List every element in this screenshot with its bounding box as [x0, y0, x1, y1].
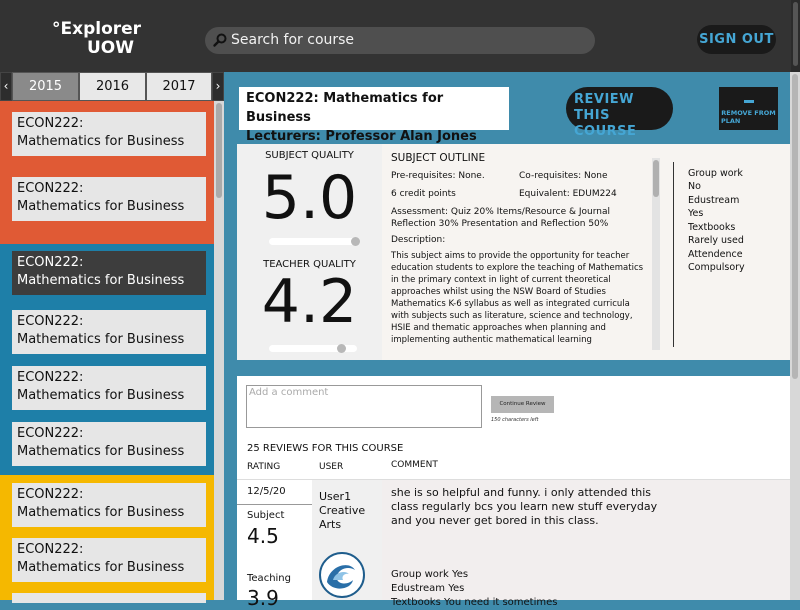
course-title: ECON222: Mathematics for Business — [246, 91, 444, 125]
course-card-code: ECON222: — [17, 370, 84, 385]
review-fact: Textbooks You need it sometimes — [391, 597, 558, 608]
outline-row — [391, 188, 649, 200]
review-date: 12/5/20 — [247, 486, 286, 497]
review-count: 25 REVIEWS FOR THIS COURSE — [247, 443, 404, 454]
course-card-name: Mathematics for Business — [17, 134, 185, 149]
tab-year-2016[interactable]: 2016 — [79, 72, 146, 101]
review-teaching-value: 3.9 — [247, 586, 279, 610]
continue-review-button[interactable]: Continue Review — [491, 396, 554, 413]
course-card-code: ECON222: — [17, 314, 84, 329]
review-fact: Edustream Yes — [391, 583, 465, 594]
course-card-name: Mathematics for Business — [17, 444, 185, 459]
reviews-section — [237, 376, 790, 610]
assessment: Assessment: Quiz 20% Items/Resource & Journal Reflection 30% Presentation and Reflection 50% — [391, 207, 610, 229]
subject-quality-bar — [269, 238, 357, 245]
header-scrollbar-thumb[interactable] — [793, 2, 798, 66]
search-input[interactable] — [205, 27, 595, 54]
course-card-code: ECON222: — [17, 181, 84, 196]
course-card-name: Mathematics for Business — [17, 199, 185, 214]
subject-quality-knob — [351, 237, 360, 246]
course-card-name: Mathematics for Business — [17, 332, 185, 347]
course-card-code: ECON222: — [17, 426, 84, 441]
review-subject-value: 4.5 — [247, 524, 279, 548]
outline-scrollbar-thumb[interactable] — [653, 160, 659, 197]
col-header-user: USER — [319, 462, 344, 472]
course-header — [239, 87, 509, 144]
main-scrollbar-thumb[interactable] — [792, 74, 798, 379]
course-card-partial[interactable] — [12, 593, 206, 603]
facts-divider — [673, 162, 674, 347]
outline-scrollbar[interactable] — [652, 158, 660, 350]
review-user — [312, 480, 382, 600]
logo-line-1: °Explorer — [52, 19, 142, 39]
sign-out-button[interactable]: SIGN OUT — [697, 25, 776, 54]
course-card-name: Mathematics for Business — [17, 560, 185, 575]
course-card-code: ECON222: — [17, 116, 84, 131]
description-text: This subject aims to provide the opportunity for teacher education students to explore the teaching of Mathematics in the primary context in light of current theoretical approaches whilst using the NSW Board of Studies Mathematics K-6 syllabus as well as integrated curricula with subjects such as literature, science and technology, HSIE and thematic approaches when planning and implementing authentic mathematical learning — [391, 251, 644, 345]
search-placeholder: Search for course — [231, 32, 355, 48]
fact-edustream — [688, 195, 745, 220]
sidebar-scrollbar-thumb[interactable] — [216, 103, 222, 198]
subject-quality-value: 5.0 — [261, 163, 358, 233]
course-card[interactable] — [12, 112, 206, 156]
remove-label-2: PLAN — [721, 117, 741, 125]
prerequisites: Pre-requisites: None. — [391, 171, 485, 181]
review-fact: Group work Yes — [391, 569, 469, 580]
review-user-info — [319, 490, 365, 532]
description-label: Description: — [391, 235, 446, 245]
subject-outline — [391, 152, 649, 346]
outline-title: SUBJECT OUTLINE — [391, 152, 486, 164]
course-card-name: Mathematics for Business — [17, 505, 185, 520]
review-user-name: User1 — [319, 490, 352, 503]
remove-from-plan-button[interactable] — [719, 87, 778, 130]
avatar-wave-icon — [319, 552, 365, 598]
fact-value: No — [688, 180, 701, 192]
fact-label: Textbooks — [688, 222, 736, 233]
review-course-button[interactable] — [566, 87, 673, 139]
course-card[interactable] — [12, 538, 206, 582]
course-card-selected[interactable] — [12, 251, 206, 295]
course-card[interactable] — [12, 310, 206, 354]
teacher-quality-label: TEACHER QUALITY — [263, 259, 356, 270]
course-card[interactable] — [12, 366, 206, 410]
sidebar-scrollbar[interactable] — [214, 101, 224, 600]
comment-input[interactable] — [246, 385, 482, 428]
top-bar — [0, 0, 800, 72]
course-card[interactable] — [12, 177, 206, 221]
year-next-button[interactable]: › — [212, 72, 224, 101]
fact-textbooks — [688, 222, 745, 247]
review-comment — [382, 480, 790, 608]
review-rating — [237, 480, 312, 610]
col-header-rating: RATING — [247, 462, 281, 472]
fact-label: Group work — [688, 168, 743, 179]
fact-label: Edustream — [688, 195, 740, 206]
course-group-orange — [0, 101, 214, 244]
fact-value: Yes — [688, 207, 704, 219]
review-teaching-label: Teaching — [247, 573, 291, 584]
fact-value: Compulsory — [688, 261, 745, 273]
course-group-yellow — [0, 475, 214, 600]
credit-points: 6 credit points — [391, 189, 456, 199]
review-comment-text: she is so helpful and funny. i only attended this class regularly bcs you learn new stuff everyday and you never get bored in this class. — [391, 486, 658, 527]
remove-label-1: REMOVE FROM — [721, 109, 776, 117]
logo-line-2: UOW — [87, 38, 135, 58]
year-prev-button[interactable]: ‹ — [0, 72, 12, 101]
subject-quality-label: SUBJECT QUALITY — [265, 150, 354, 161]
course-card[interactable] — [12, 483, 206, 527]
teacher-quality-value: 4.2 — [261, 267, 358, 337]
fact-value: Rarely used — [688, 234, 744, 246]
avatar[interactable] — [319, 552, 365, 598]
course-facts — [688, 168, 745, 276]
course-card-code: ECON222: — [17, 542, 84, 557]
review-course-label-1: REVIEW THIS — [574, 92, 635, 123]
course-card-code: ECON222: — [17, 487, 84, 502]
course-sidebar — [0, 72, 224, 600]
course-card[interactable] — [12, 422, 206, 466]
review-user-faculty: Creative — [319, 504, 366, 517]
course-lecturers: Lecturers: Professor Alan Jones — [246, 129, 477, 144]
fact-group-work — [688, 168, 745, 193]
course-card-name: Mathematics for Business — [17, 273, 185, 288]
quality-column — [237, 144, 382, 360]
review-subject-label: Subject — [247, 510, 285, 521]
search-icon — [212, 32, 228, 48]
equivalent: Equivalent: EDUM224 — [519, 189, 617, 199]
characters-left: 150 characters left — [491, 417, 539, 423]
course-card-code: ECON222: — [17, 255, 84, 270]
col-header-comment: COMMENT — [391, 460, 438, 470]
tab-year-2015[interactable]: 2015 — [12, 72, 79, 101]
review-facts — [391, 568, 557, 610]
review-course-label-2: COURSE — [574, 124, 637, 139]
corequisites: Co-requisites: None — [519, 171, 608, 181]
main-scrollbar[interactable] — [790, 72, 800, 600]
teacher-quality-bar — [269, 345, 357, 352]
app-logo[interactable] — [52, 20, 141, 58]
fact-label: Attendence — [688, 249, 743, 260]
header-scrollbar[interactable] — [791, 0, 800, 72]
course-group-blue — [0, 244, 214, 475]
course-card-name: Mathematics for Business — [17, 388, 185, 403]
rating-divider — [237, 504, 312, 505]
comment-placeholder: Add a comment — [249, 387, 329, 398]
fact-attendance — [688, 249, 745, 274]
outline-row — [391, 170, 649, 182]
year-tabs — [0, 72, 224, 101]
tab-year-2017[interactable]: 2017 — [146, 72, 212, 101]
teacher-quality-knob — [337, 344, 346, 353]
minus-icon — [744, 100, 754, 103]
review-user-faculty: Arts — [319, 518, 342, 531]
